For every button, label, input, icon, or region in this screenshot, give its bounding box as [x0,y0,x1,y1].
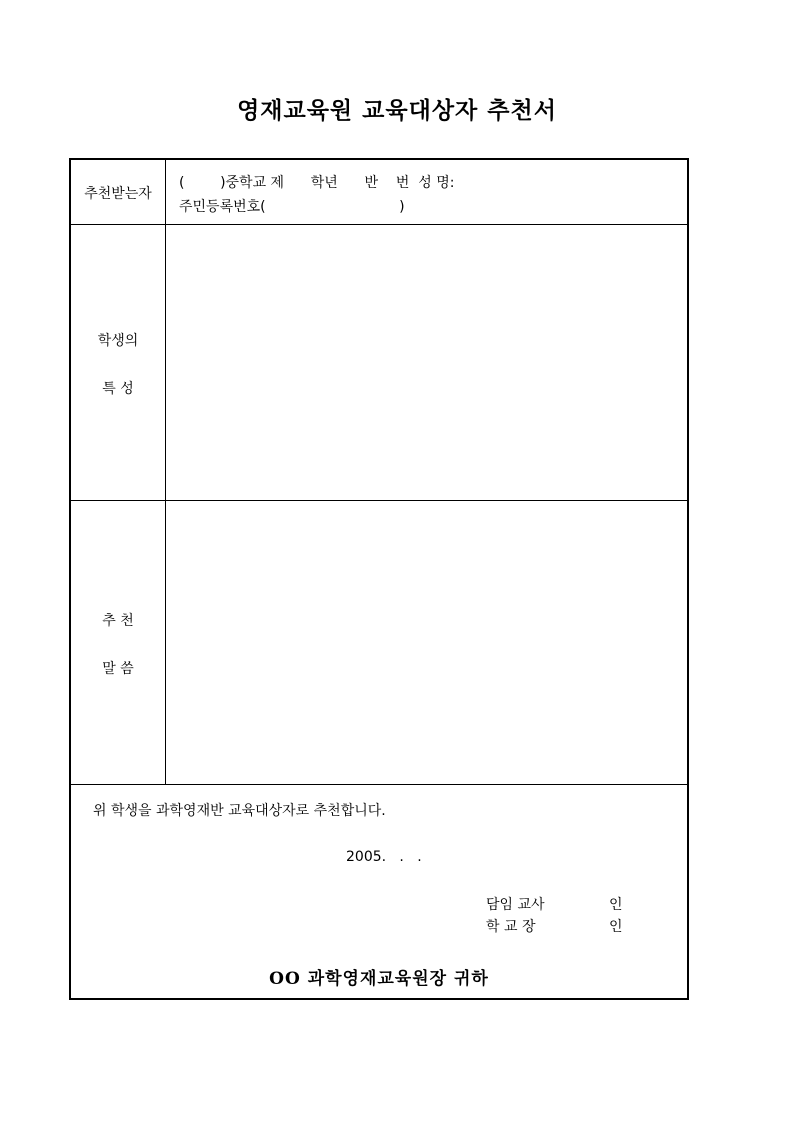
recommendation-input-area[interactable] [167,502,687,782]
row-divider [71,784,687,785]
homeroom-teacher-label: 담임 교사 [486,897,545,913]
principal-label: 학 교 장 [486,919,536,935]
document-title: 영재교육원 교육대상자 추천서 [237,97,557,124]
date-field[interactable]: 2005. . . [346,849,422,865]
label-column-divider [165,160,166,784]
school-grade-class-name-field[interactable]: ( )중학교 제 학년 반 번 성 명: [179,175,455,191]
addressee-line: OO 과학영재교육원장 귀하 [269,969,489,989]
row-divider [71,224,687,225]
recommendation-form [69,158,689,1000]
recommendation-label-line2: 말 씀 [102,661,134,677]
principal-seal[interactable]: 인 [609,919,623,935]
recommendee-label: 추천받는자 [84,186,152,202]
recommendation-label-line1: 추 천 [102,613,134,629]
recommendation-statement: 위 학생을 과학영재반 교육대상자로 추천합니다. [93,803,386,819]
resident-number-field[interactable]: 주민등록번호( ) [179,199,405,215]
row-divider [71,500,687,501]
homeroom-teacher-seal[interactable]: 인 [609,897,623,913]
characteristics-label-line2: 특 성 [102,381,134,397]
characteristics-input-area[interactable] [167,226,687,498]
characteristics-label-line1: 학생의 [97,333,139,349]
